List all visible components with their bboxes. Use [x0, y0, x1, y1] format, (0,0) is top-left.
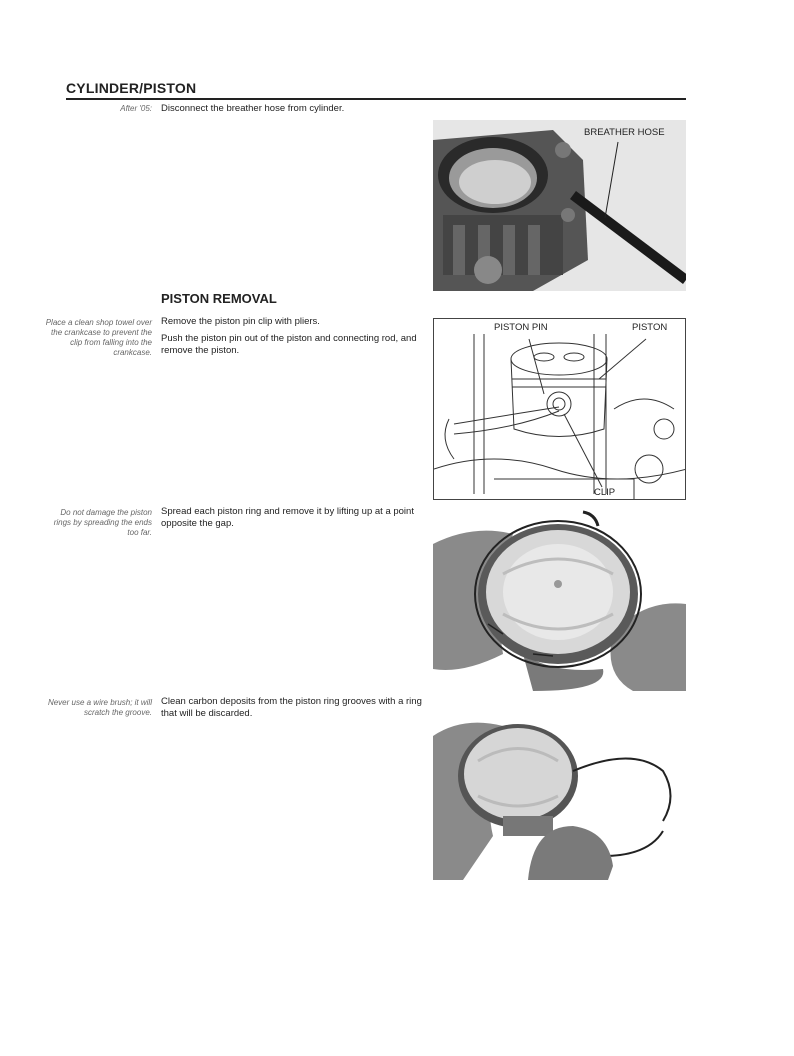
piston-ring-photo — [433, 504, 686, 691]
piston-ring-figure — [433, 504, 686, 691]
page-header — [66, 80, 686, 100]
piston-removal-title: PISTON REMOVAL — [161, 291, 277, 306]
breather-hose-figure — [433, 120, 686, 291]
breather-text — [161, 103, 429, 120]
breather-note: After '05: — [120, 104, 152, 113]
cylinder-photo — [433, 120, 686, 291]
piston-removal-note: Place a clean shop towel over the crankcase to prevent the clip from falling into the crankcase. — [45, 318, 152, 357]
ring-groove-figure — [433, 716, 686, 880]
breather-instruction: Disconnect the breather hose from cylinder. — [161, 103, 345, 114]
page-title: CYLINDER/PISTON — [66, 80, 197, 96]
carbon-text — [161, 696, 429, 725]
piston-label: PISTON — [632, 322, 668, 333]
piston-pin-figure — [433, 318, 686, 500]
breather-hose-label: BREATHER HOSE — [584, 127, 665, 138]
rings-text — [161, 506, 429, 535]
carbon-instruction: Clean carbon deposits from the piston ring grooves with a ring that will be discarded. — [161, 696, 422, 719]
piston-removal-text — [161, 316, 429, 362]
clip-label: CLIP — [594, 487, 616, 498]
piston-pin-illustration — [434, 319, 686, 500]
piston-removal-step-2: Push the piston pin out of the piston and connecting rod, and remove the piston. — [161, 333, 417, 356]
ring-groove-photo — [433, 716, 686, 880]
piston-pin-label: PISTON PIN — [494, 322, 548, 333]
piston-removal-step-1: Remove the piston pin clip with pliers. — [161, 316, 320, 327]
carbon-note: Never use a wire brush; it will scratch the groove. — [47, 698, 152, 717]
rings-instruction: Spread each piston ring and remove it by lifting up at a point opposite the gap. — [161, 506, 414, 529]
rings-note: Do not damage the piston rings by spreading the ends too far. — [53, 508, 152, 537]
